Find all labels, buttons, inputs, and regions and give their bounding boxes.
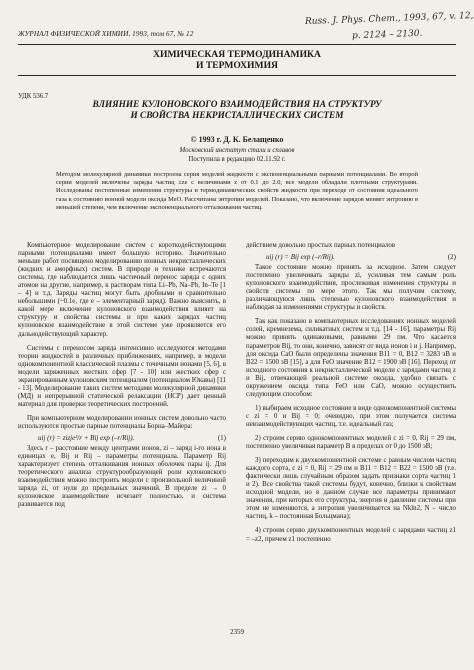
handwritten-citation-line-1: Russ. J. Phys. Chem., 1993, 67, v. 12,	[304, 11, 474, 27]
author-line: © 1993 г. Д. К. Белащенко	[190, 135, 284, 144]
equation-2-number: (2)	[447, 253, 456, 262]
received-date: Поступила в редакцию 02.11.92 г.	[188, 156, 286, 163]
section-rule	[18, 75, 456, 76]
right-column	[246, 242, 456, 544]
top-rule	[18, 44, 456, 45]
equation-2-body: uij (r) = Bij exp (–r/Rij).	[266, 253, 335, 262]
equation-2	[246, 253, 456, 261]
right-paragraph-7: 4) строим серию двухкомпонентных моделей с зарядами частиц z1 = –z2, причем z1 постепенно	[246, 527, 456, 543]
equation-1	[18, 434, 226, 442]
section-heading-line-2: И ТЕРМОХИМИЯ	[196, 60, 278, 71]
left-paragraph-1: Компьютерное моделирование систем с короткодействующими парными потенциалами имеет большую историю. Значительно меньше работ посвящено моделированию ионных некристаллических (жидких и аморфных) систем. В природе и технике встречаются системы, где наблюдается лишь частичный перенос заряда с одних атомов на другие, например, к растворам типа Li–Pb, Na–Pb, In–Te [1 – 4] и т.д. Заряды частиц могут быть дробными и сравнительно небольшими (~0.1e, где e – элементарный заряд). Важно выяснить, в какой мере включение кулоновского взаимодействия влияет на структуру и свойства системы и при каких зарядах частиц кулоновское взаимодействие в этой системе уже проявляется его дальнодействующий характер.	[18, 242, 226, 338]
right-paragraph-3: Так как показано в компьютерных исследованиях ионных моделей солей, кремнезема, силикатных систем и т.д. [14 - 16], параметры Rij можно принять одинаковыми, равными 29 пм. Что касается параметров Bij, то они, конечно, зависят от вида ионов i и j. Например, для оксида CaO были определены значения B11 = 0, B12 = 3283 эВ и B22 = 1500 эВ [15], а для FeO значение B12 = 1900 эВ [16]. Переход от исходного состояния к некристаллической модели с зарядами частиц z и Bij, отвечающей реальной системе оксида, удобно связать с окружением оксида типа FeO или CaO, можно осуществить следующим способом:	[246, 318, 456, 398]
right-paragraph-5: 2) строим серию однокомпонентных моделей с zi = 0, Rij = 29 пм, постепенно увеличивая параметр B в пределах от 0 до 1500 эВ;	[246, 434, 456, 451]
article-title-line-2: И СВОЙСТВА НЕКРИСТАЛЛИЧЕСКИХ СИСТЕМ	[130, 111, 344, 121]
page-number: 2359	[230, 628, 244, 636]
left-paragraph-2: Системы с переносом заряда интенсивно исследуются методами теории жидкостей в различных приближениях, например, в модели однокомпонентной классической плазмы с точечными ионами [5, 6], в модели заряженных жестких сфер [7 - 10] или жестких сфер с экранированным кулоновским потенциалом (потенциалом Юкавы) [11 - 13]. Моделирование таких систем методами молекулярной динамики (МД) и непрерывной статической релаксации (НСР) дает ценный материал для проверки теоретических построений.	[18, 344, 226, 408]
article-title-line-1: ВЛИЯНИЕ КУЛОНОВСКОГО ВЗАИМОДЕЙСТВИЯ НА СТРУКТУРУ	[92, 100, 382, 110]
right-paragraph-6: 3) переходим к двухкомпонентной системе с равным числом частиц каждого сорта, с zi = 0, Rij = 29 пм и B11 = B12 = B22 = 1500 эВ (т.е. фактически лишь случайным образом задать признаки сорта частиц 1 и 2). Все свойства такой системы будут, конечно, близки к свойствам исходной модели, но в данном случае все параметры принимают значения, при которых его структура, энергия и давление системы при этом не изменяются, а энтропия увеличивается на Nkln2, N – число частиц, k – постоянная Больцмана);	[246, 457, 456, 521]
article-title	[18, 100, 456, 122]
institution: Московский институт стали и сплавов	[179, 147, 295, 154]
udk-code: УДК 536.7	[18, 93, 49, 100]
right-paragraph-4: 1) выбираем исходное состояние в виде однокомпонентной системы с zi = 0 и Bij = 0; очевидно, при этом получается система невзаимодействующих частиц, т.е. идеальный газ;	[246, 404, 456, 428]
journal-header: ЖУРНАЛ ФИЗИЧЕСКОЙ ХИМИИ, 1993, том 67, № 12	[18, 30, 194, 38]
left-paragraph-4: Здесь r – расстояние между центрами ионов, zi – заряд i-го иона в единицах e, Bij и Rij – параметры потенциала. Параметр Rij характеризует степень отталкивания ионных оболочек пары ij. Для теоретического анализа структурообразующей роли кулоновского взаимодействия можно построить модели с произвольной величиной заряда zi, от нуля до предельных значений. В пределе zi → 0 кулоновское взаимодействие исчезает полностью, и система развивается под	[18, 445, 226, 509]
handwritten-citation-line-2: p. 2124 – 2130.	[351, 28, 423, 42]
right-paragraph-1: действием довольно простых парных потенциалов	[246, 242, 396, 249]
abstract: Методом молекулярной динамики построена серия моделей жидкости с экспоненциальными парными потенциалами. Во второй серии моделей включены заряды частиц ±ze с величинами z от 0.1 до 2.0, все модели обладали плотными структурами. Исследованы постепенные изменения структуры и термодинамических свойств жидкости при переходе от состояния идеального газа к состоянию ионной модели оксида MeO. Рассчитаны энтропии моделей. Показано, что включение зарядов меняет энтропию в меньшей степени, чем включение экспоненциального отталкивания частиц.	[56, 171, 418, 211]
right-paragraph-2: Такое состояние можно принять за исходное. Затем следует постепенно увеличивать заряды zi, усиливая тем самым роль кулоновского взаимодействия, прослеживая изменения структуры и свойств системы по мере этого. Так мы получим систему, различающуюся лишь степенью кулоновского взаимодействия и наблюдая за изменениями структуры и свойств.	[246, 264, 456, 312]
section-heading-line-1: ХИМИЧЕСКАЯ ТЕРМОДИНАМИКА	[153, 49, 321, 60]
equation-1-number: (1)	[217, 434, 226, 443]
equation-1-body: uij (r) = zizje²/r + Bij exp (–r/Rij).	[38, 434, 135, 443]
left-paragraph-3: При компьютерном моделировании ионных систем довольно часто используются простые парные потенциалы Борна–Майера:	[18, 414, 226, 430]
left-column	[18, 242, 226, 509]
